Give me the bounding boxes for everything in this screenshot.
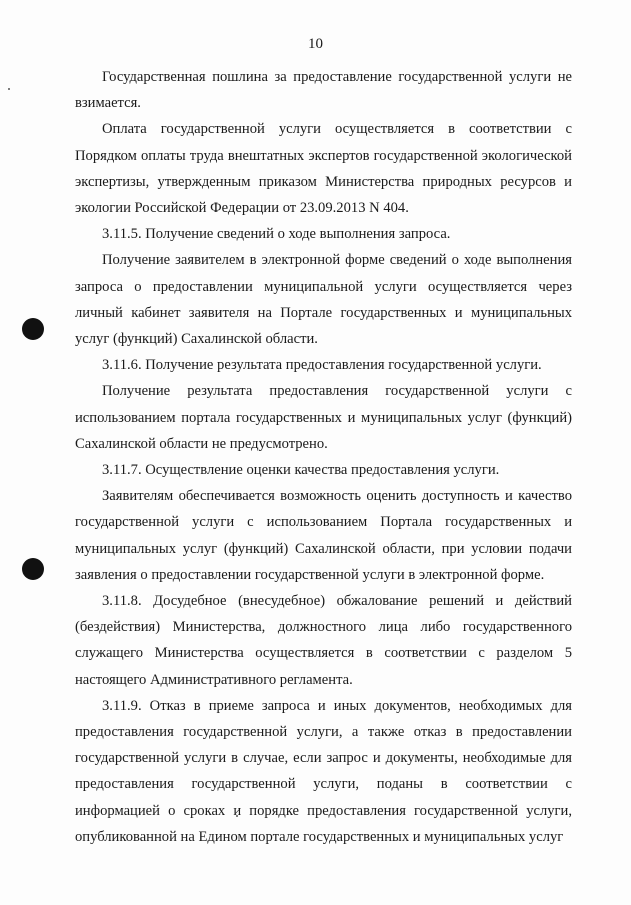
page-number: 10 xyxy=(308,36,323,52)
heading-3-11-5: 3.11.5. Получение сведений о ходе выполнения запроса. xyxy=(102,226,451,243)
body-text xyxy=(75,64,572,850)
paragraph-3-11-8-appeal: 3.11.8. Досудебное (внесудебное) обжалование решений и действий (бездействия) Министерства, должностного лица либо государственного служащего Министерства осуществляется в соответствии с разделом 5 настоящего Административного регламента. xyxy=(75,593,572,688)
paragraph-quality-assessment: Заявителям обеспечивается возможность оценить доступность и качество государственной услуги с использованием Портала государственных и муниципальных услуг (функций) Сахалинской области, при условии подачи заявления о предоставлении государственной услуги в электронной форме. xyxy=(75,488,572,583)
paragraph-3-11-9-refusal: 3.11.9. Отказ в приеме запроса и иных документов, необходимых для предоставления государственной услуги, а также отказ в предоставлении государственной услуги в случае, если запрос и документы, необходимые для предоставления государственной услуги, поданы в соответствии с информацией о сроках и порядке предоставления государственной услуги, опубликованной на Едином портале государственных и муниципальных услуг xyxy=(75,697,572,845)
paragraph-result: Получение результата предоставления государственной услуги с использованием портала государственных и муниципальных услуг (функций) Сахалинской области не предусмотрено. xyxy=(75,383,572,452)
paragraph-request-status: Получение заявителем в электронной форме сведений о ходе выполнения запроса о предоставлении муниципальной услуги осуществляется через личный кабинет заявителя на Портале государственных и муниципальных услуг (функций) Сахалинской области. xyxy=(75,252,572,348)
heading-3-11-6: 3.11.6. Получение результата предоставления государственной услуги. xyxy=(102,357,542,374)
paragraph-payment: Оплата государственной услуги осуществляется в соответствии с Порядком оплаты труда внештатных экспертов государственной экологической экспертизы, утвержденным приказом Министерства природных ресурсов и экологии Российской Федерации от 23.09.2013 N 404. xyxy=(75,121,572,217)
paragraph-state-fee: Государственная пошлина за предоставление государственной услуги не взимается. xyxy=(75,69,572,112)
punch-hole-bottom xyxy=(22,558,44,580)
scan-speck xyxy=(8,88,10,90)
punch-hole-top xyxy=(22,318,44,340)
heading-3-11-7: 3.11.7. Осуществление оценки качества предоставления услуги. xyxy=(102,462,500,479)
